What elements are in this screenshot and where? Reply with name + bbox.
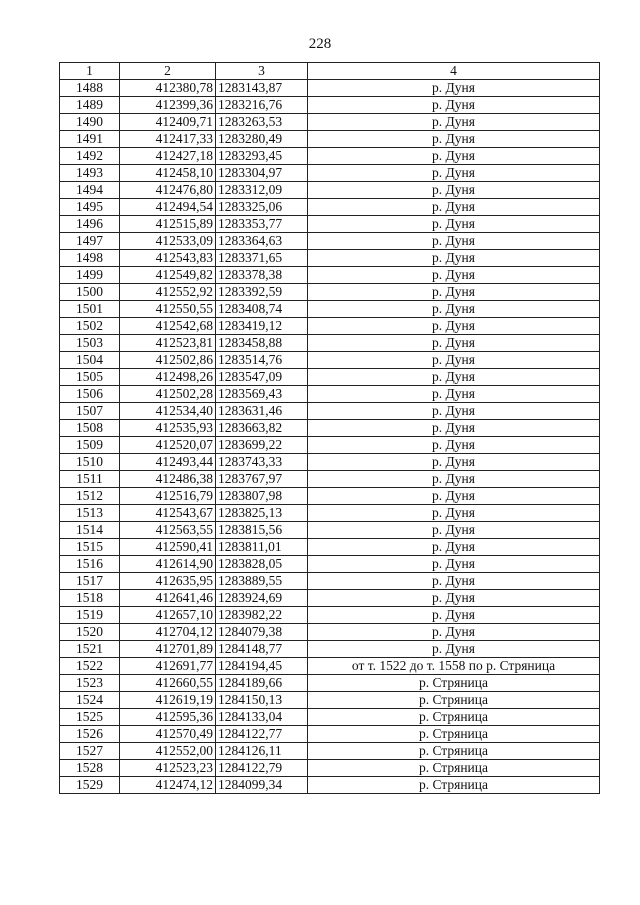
x-coordinate-cell: 412550,55	[120, 301, 216, 318]
y-coordinate-cell: 1283743,33	[216, 454, 308, 471]
x-coordinate-cell: 412523,81	[120, 335, 216, 352]
x-coordinate-cell: 412660,55	[120, 675, 216, 692]
x-coordinate-cell: 412563,55	[120, 522, 216, 539]
x-coordinate-cell: 412498,26	[120, 369, 216, 386]
point-number-cell: 1503	[60, 335, 120, 352]
description-cell: р. Дуня	[308, 250, 600, 267]
y-coordinate-cell: 1283631,46	[216, 403, 308, 420]
description-cell: р. Дуня	[308, 267, 600, 284]
x-coordinate-cell: 412614,90	[120, 556, 216, 573]
point-number-cell: 1507	[60, 403, 120, 420]
table-row	[60, 437, 600, 454]
description-cell: р. Дуня	[308, 318, 600, 335]
table-row	[60, 250, 600, 267]
point-number-cell: 1529	[60, 777, 120, 794]
x-coordinate-cell: 412534,40	[120, 403, 216, 420]
table-row	[60, 114, 600, 131]
x-coordinate-cell: 412641,46	[120, 590, 216, 607]
x-coordinate-cell: 412552,00	[120, 743, 216, 760]
point-number-cell: 1498	[60, 250, 120, 267]
point-number-cell: 1492	[60, 148, 120, 165]
point-number-cell: 1488	[60, 80, 120, 97]
description-cell: р. Дуня	[308, 301, 600, 318]
x-coordinate-cell: 412570,49	[120, 726, 216, 743]
y-coordinate-cell: 1284189,66	[216, 675, 308, 692]
x-coordinate-cell: 412458,10	[120, 165, 216, 182]
page-number: 228	[308, 36, 332, 52]
y-coordinate-cell: 1284099,34	[216, 777, 308, 794]
description-cell: р. Стряница	[308, 709, 600, 726]
point-number-cell: 1490	[60, 114, 120, 131]
x-coordinate-cell: 412657,10	[120, 607, 216, 624]
table-row	[60, 624, 600, 641]
x-coordinate-cell: 412476,80	[120, 182, 216, 199]
description-cell: р. Дуня	[308, 488, 600, 505]
description-cell: р. Дуня	[308, 420, 600, 437]
table-row	[60, 182, 600, 199]
y-coordinate-cell: 1283263,53	[216, 114, 308, 131]
description-cell: р. Дуня	[308, 284, 600, 301]
y-coordinate-cell: 1283815,56	[216, 522, 308, 539]
table-row	[60, 539, 600, 556]
description-cell: р. Дуня	[308, 182, 600, 199]
point-number-cell: 1516	[60, 556, 120, 573]
y-coordinate-cell: 1283280,49	[216, 131, 308, 148]
x-coordinate-cell: 412520,07	[120, 437, 216, 454]
table-row	[60, 80, 600, 97]
x-coordinate-cell: 412409,71	[120, 114, 216, 131]
point-number-cell: 1517	[60, 573, 120, 590]
point-number-cell: 1512	[60, 488, 120, 505]
description-cell: р. Стряница	[308, 726, 600, 743]
y-coordinate-cell: 1283807,98	[216, 488, 308, 505]
table-row	[60, 505, 600, 522]
point-number-cell: 1509	[60, 437, 120, 454]
point-number-cell: 1491	[60, 131, 120, 148]
point-number-cell: 1496	[60, 216, 120, 233]
description-cell: р. Дуня	[308, 114, 600, 131]
x-coordinate-cell: 412590,41	[120, 539, 216, 556]
table-row	[60, 658, 600, 675]
column-header-x-coordinate: 2	[120, 63, 216, 80]
description-cell: р. Дуня	[308, 335, 600, 352]
y-coordinate-cell: 1283699,22	[216, 437, 308, 454]
x-coordinate-cell: 412542,68	[120, 318, 216, 335]
table-row	[60, 131, 600, 148]
y-coordinate-cell: 1283767,97	[216, 471, 308, 488]
point-number-cell: 1521	[60, 641, 120, 658]
y-coordinate-cell: 1283547,09	[216, 369, 308, 386]
point-number-cell: 1495	[60, 199, 120, 216]
x-coordinate-cell: 412486,38	[120, 471, 216, 488]
y-coordinate-cell: 1284126,11	[216, 743, 308, 760]
point-number-cell: 1514	[60, 522, 120, 539]
y-coordinate-cell: 1283312,09	[216, 182, 308, 199]
description-cell: р. Дуня	[308, 148, 600, 165]
point-number-cell: 1527	[60, 743, 120, 760]
description-cell: р. Дуня	[308, 437, 600, 454]
table-row	[60, 148, 600, 165]
x-coordinate-cell: 412535,93	[120, 420, 216, 437]
point-number-cell: 1489	[60, 97, 120, 114]
y-coordinate-cell: 1283569,43	[216, 386, 308, 403]
y-coordinate-cell: 1283514,76	[216, 352, 308, 369]
description-cell: р. Стряница	[308, 760, 600, 777]
point-number-cell: 1518	[60, 590, 120, 607]
x-coordinate-cell: 412533,09	[120, 233, 216, 250]
table-row	[60, 777, 600, 794]
description-cell: р. Дуня	[308, 403, 600, 420]
x-coordinate-cell: 412691,77	[120, 658, 216, 675]
description-cell: р. Дуня	[308, 471, 600, 488]
x-coordinate-cell: 412543,83	[120, 250, 216, 267]
y-coordinate-cell: 1284148,77	[216, 641, 308, 658]
description-cell: р. Дуня	[308, 641, 600, 658]
point-number-cell: 1493	[60, 165, 120, 182]
x-coordinate-cell: 412595,36	[120, 709, 216, 726]
table-row	[60, 573, 600, 590]
table-row	[60, 386, 600, 403]
header-row	[60, 63, 600, 80]
y-coordinate-cell: 1283663,82	[216, 420, 308, 437]
table-row	[60, 556, 600, 573]
table-header	[60, 63, 600, 80]
y-coordinate-cell: 1283293,45	[216, 148, 308, 165]
y-coordinate-cell: 1283392,59	[216, 284, 308, 301]
description-cell: р. Дуня	[308, 369, 600, 386]
x-coordinate-cell: 412704,12	[120, 624, 216, 641]
point-number-cell: 1504	[60, 352, 120, 369]
y-coordinate-cell: 1284122,79	[216, 760, 308, 777]
point-number-cell: 1494	[60, 182, 120, 199]
coordinates-table	[59, 62, 600, 794]
x-coordinate-cell: 412515,89	[120, 216, 216, 233]
x-coordinate-cell: 412502,86	[120, 352, 216, 369]
point-number-cell: 1505	[60, 369, 120, 386]
table-body	[60, 80, 600, 794]
table-row	[60, 760, 600, 777]
table-row	[60, 284, 600, 301]
y-coordinate-cell: 1283811,01	[216, 539, 308, 556]
description-cell: р. Дуня	[308, 216, 600, 233]
y-coordinate-cell: 1283825,13	[216, 505, 308, 522]
point-number-cell: 1519	[60, 607, 120, 624]
table-row	[60, 641, 600, 658]
table-row	[60, 233, 600, 250]
description-cell: р. Дуня	[308, 573, 600, 590]
description-cell: р. Дуня	[308, 624, 600, 641]
table-row	[60, 267, 600, 284]
y-coordinate-cell: 1283143,87	[216, 80, 308, 97]
y-coordinate-cell: 1283408,74	[216, 301, 308, 318]
table-row	[60, 216, 600, 233]
x-coordinate-cell: 412549,82	[120, 267, 216, 284]
table-row	[60, 590, 600, 607]
description-cell: р. Дуня	[308, 97, 600, 114]
x-coordinate-cell: 412417,33	[120, 131, 216, 148]
point-number-cell: 1497	[60, 233, 120, 250]
x-coordinate-cell: 412494,54	[120, 199, 216, 216]
description-cell: р. Дуня	[308, 165, 600, 182]
y-coordinate-cell: 1284133,04	[216, 709, 308, 726]
table-row	[60, 97, 600, 114]
x-coordinate-cell: 412619,19	[120, 692, 216, 709]
y-coordinate-cell: 1283216,76	[216, 97, 308, 114]
table-row	[60, 199, 600, 216]
x-coordinate-cell: 412502,28	[120, 386, 216, 403]
description-cell: р. Дуня	[308, 131, 600, 148]
x-coordinate-cell: 412493,44	[120, 454, 216, 471]
x-coordinate-cell: 412543,67	[120, 505, 216, 522]
x-coordinate-cell: 412552,92	[120, 284, 216, 301]
description-cell: р. Дуня	[308, 607, 600, 624]
description-cell: р. Дуня	[308, 199, 600, 216]
column-header-description: 4	[308, 63, 600, 80]
table-row	[60, 675, 600, 692]
y-coordinate-cell: 1283924,69	[216, 590, 308, 607]
table-row	[60, 471, 600, 488]
y-coordinate-cell: 1283304,97	[216, 165, 308, 182]
point-number-cell: 1526	[60, 726, 120, 743]
table-row	[60, 454, 600, 471]
y-coordinate-cell: 1283364,63	[216, 233, 308, 250]
y-coordinate-cell: 1283325,06	[216, 199, 308, 216]
table-row	[60, 709, 600, 726]
y-coordinate-cell: 1283371,65	[216, 250, 308, 267]
point-number-cell: 1508	[60, 420, 120, 437]
table-row	[60, 352, 600, 369]
table-row	[60, 607, 600, 624]
description-cell: р. Стряница	[308, 692, 600, 709]
description-cell: р. Дуня	[308, 386, 600, 403]
description-cell: р. Дуня	[308, 556, 600, 573]
y-coordinate-cell: 1283378,38	[216, 267, 308, 284]
description-cell: р. Стряница	[308, 743, 600, 760]
point-number-cell: 1502	[60, 318, 120, 335]
table-row	[60, 403, 600, 420]
table-row	[60, 301, 600, 318]
description-cell: р. Стряница	[308, 675, 600, 692]
y-coordinate-cell: 1283828,05	[216, 556, 308, 573]
y-coordinate-cell: 1284194,45	[216, 658, 308, 675]
table-row	[60, 369, 600, 386]
description-cell: р. Дуня	[308, 233, 600, 250]
table-row	[60, 488, 600, 505]
table-row	[60, 335, 600, 352]
x-coordinate-cell: 412380,78	[120, 80, 216, 97]
description-cell: р. Дуня	[308, 539, 600, 556]
description-cell: р. Дуня	[308, 80, 600, 97]
table-row	[60, 692, 600, 709]
point-number-cell: 1499	[60, 267, 120, 284]
point-number-cell: 1501	[60, 301, 120, 318]
description-cell: р. Дуня	[308, 522, 600, 539]
point-number-cell: 1513	[60, 505, 120, 522]
y-coordinate-cell: 1283458,88	[216, 335, 308, 352]
point-number-cell: 1522	[60, 658, 120, 675]
column-header-y-coordinate: 3	[216, 63, 308, 80]
point-number-cell: 1506	[60, 386, 120, 403]
description-cell: от т. 1522 до т. 1558 по р. Стряница	[308, 658, 600, 675]
description-cell: р. Дуня	[308, 505, 600, 522]
table-row	[60, 726, 600, 743]
x-coordinate-cell: 412399,36	[120, 97, 216, 114]
description-cell: р. Дуня	[308, 352, 600, 369]
table-row	[60, 165, 600, 182]
x-coordinate-cell: 412474,12	[120, 777, 216, 794]
point-number-cell: 1528	[60, 760, 120, 777]
y-coordinate-cell: 1283889,55	[216, 573, 308, 590]
y-coordinate-cell: 1283419,12	[216, 318, 308, 335]
description-cell: р. Дуня	[308, 454, 600, 471]
y-coordinate-cell: 1284150,13	[216, 692, 308, 709]
description-cell: р. Стряница	[308, 777, 600, 794]
y-coordinate-cell: 1284122,77	[216, 726, 308, 743]
x-coordinate-cell: 412635,95	[120, 573, 216, 590]
table-row	[60, 420, 600, 437]
point-number-cell: 1515	[60, 539, 120, 556]
x-coordinate-cell: 412701,89	[120, 641, 216, 658]
point-number-cell: 1523	[60, 675, 120, 692]
point-number-cell: 1510	[60, 454, 120, 471]
y-coordinate-cell: 1283982,22	[216, 607, 308, 624]
point-number-cell: 1520	[60, 624, 120, 641]
point-number-cell: 1511	[60, 471, 120, 488]
y-coordinate-cell: 1283353,77	[216, 216, 308, 233]
point-number-cell: 1500	[60, 284, 120, 301]
point-number-cell: 1525	[60, 709, 120, 726]
description-cell: р. Дуня	[308, 590, 600, 607]
x-coordinate-cell: 412523,23	[120, 760, 216, 777]
column-header-point-number: 1	[60, 63, 120, 80]
x-coordinate-cell: 412516,79	[120, 488, 216, 505]
x-coordinate-cell: 412427,18	[120, 148, 216, 165]
y-coordinate-cell: 1284079,38	[216, 624, 308, 641]
table-row	[60, 743, 600, 760]
table-row	[60, 318, 600, 335]
table-row	[60, 522, 600, 539]
point-number-cell: 1524	[60, 692, 120, 709]
